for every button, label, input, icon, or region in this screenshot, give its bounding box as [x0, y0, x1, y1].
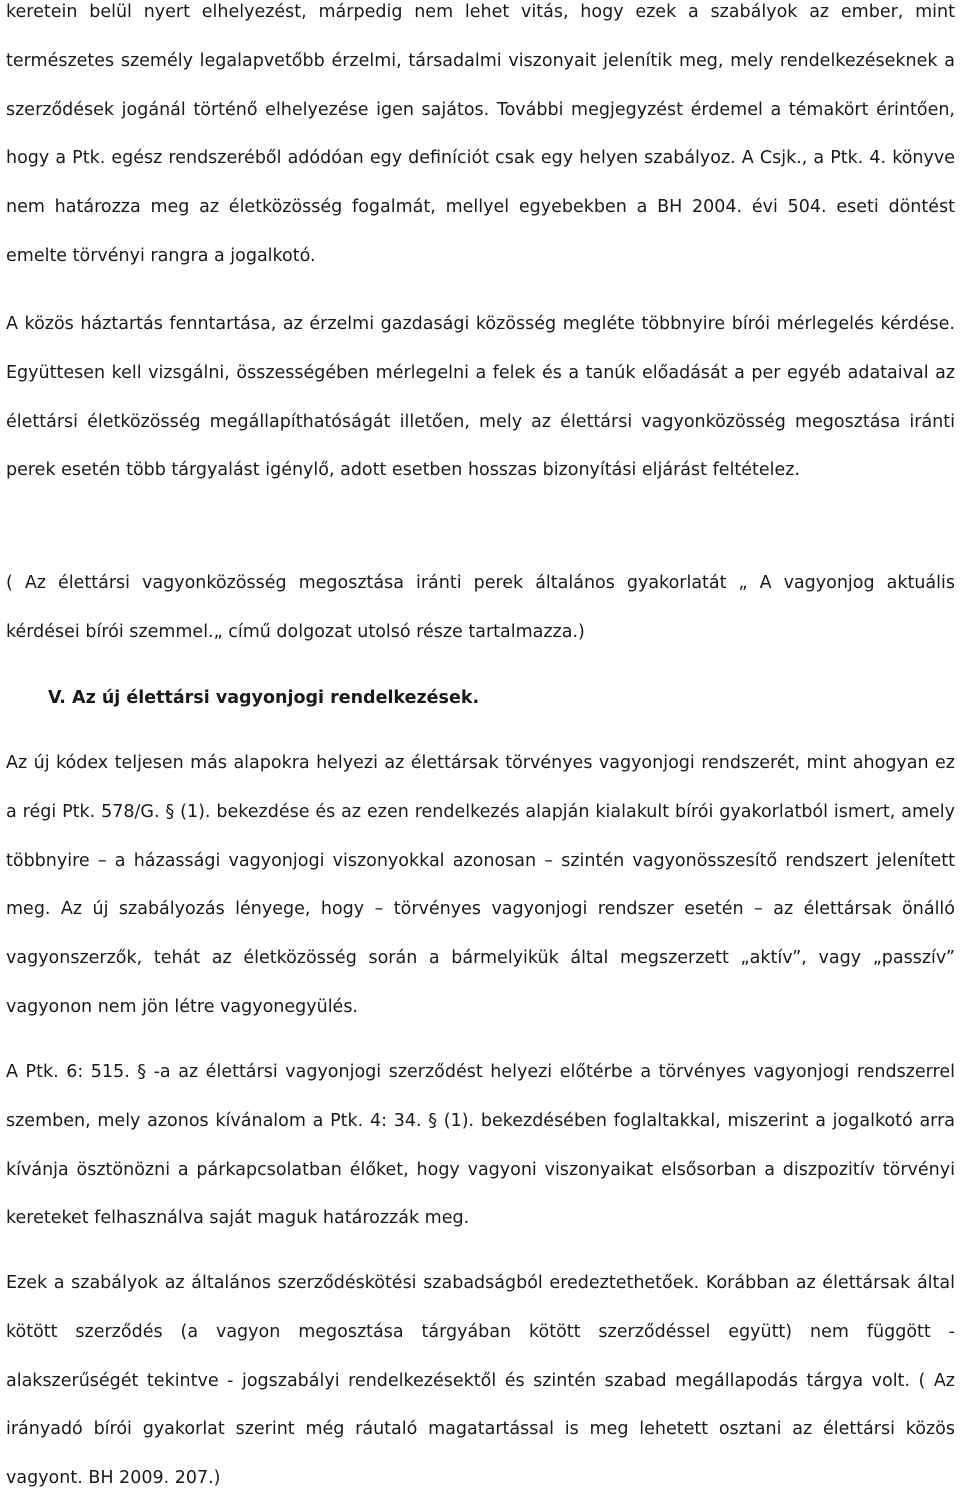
paragraph-szerzodeskotesi-szabadsag: Ezek a szabályok az általános szerződéskötési szabadságból eredeztethetőek. Korábban az élettársak által kötött szerződés (a vagyon megosztása tárgyában kötött szerződéssel együtt) nem függött - alakszerűségét tekintve - jogszabályi rendelkezésektől és szintén szabad megállapodás tárgya volt. ( Az irányadó bírói gyakorlat szerint még ráutaló magatartással is meg lehetett osztani az élettársi közös vagyont. BH 2009. 207.)	[6, 1273, 955, 1489]
paragraph-reference-note: ( Az élettársi vagyonközösség megosztása iránti perek általános gyakorlatát „ A vagyonjog aktuális kérdései bírói szemmel.„ című dolgozat utolsó része tartalmazza.)	[6, 573, 955, 642]
paragraph-ptk-515: A Ptk. 6: 515. § -a az élettársi vagyonjogi szerződést helyezi előtérbe a törvényes vagyonjogi rendszerrel szemben, mely azonos kívánalom a Ptk. 4: 34. § (1). bekezdésében foglaltakkal, miszerint a jogalkotó arra kívánja ösztönözni a párkapcsolatban élőket, hogy vagyoni viszonyaikat elsősorban a diszpozitív törvényi kereteket felhasználva saját maguk határozzák meg.	[6, 1062, 955, 1229]
paragraph-uj-kodex: Az új kódex teljesen más alapokra helyezi az élettársak törvényes vagyonjogi rendszerét, mint ahogyan ez a régi Ptk. 578/G. § (1). bekezdése és az ezen rendelkezés alapján kialakult bírói gyakorlatból ismert, amely többnyire – a házassági vagyonjogi viszonyokkal azonosan – szintén vagyonösszesítő rendszert jelenített meg. Az új szabályozás lényege, hogy – törvényes vagyonjogi rendszer esetén – az élettársak önálló vagyonszerzők, tehát az életközösség során a bármelyikük által megszerzett „aktív”, vagy „passzív” vagyonon nem jön létre vagyonegyülés.	[6, 753, 955, 1017]
paragraph-intro-continuation: keretein belül nyert elhelyezést, márpedig nem lehet vitás, hogy ezek a szabályok az ember, mint természetes személy legalapvetőbb érzelmi, társadalmi viszonyait jelenítik meg, mely rendelkezéseknek a szerződések jogánál történő elhelyezése igen sajátos. További megjegyzést érdemel a témakört érintően, hogy a Ptk. egész rendszeréből adódóan egy definíciót csak egy helyen szabályoz. A Csjk., a Ptk. 4. könyve nem határozza meg az életközösség fogalmát, mellyel egyebekben a BH 2004. évi 504. eseti döntést emelte törvényi rangra a jogalkotó.	[6, 2, 955, 266]
paragraph-kozos-haztartas: A közös háztartás fenntartása, az érzelmi gazdasági közösség megléte többnyire bírói mérlegelés kérdése. Együttesen kell vizsgálni, összességében mérlegelni a felek és a tanúk előadását a per egyéb adataival az élettársi életközösség megállapíthatóságát illetően, mely az élettársi vagyonközösség megosztása iránti perek esetén több tárgyalást igénylő, adott esetben hosszas bizonyítási eljárást feltételez.	[6, 314, 955, 481]
section-heading: V. Az új élettársi vagyonjogi rendelkezések.	[48, 688, 480, 708]
